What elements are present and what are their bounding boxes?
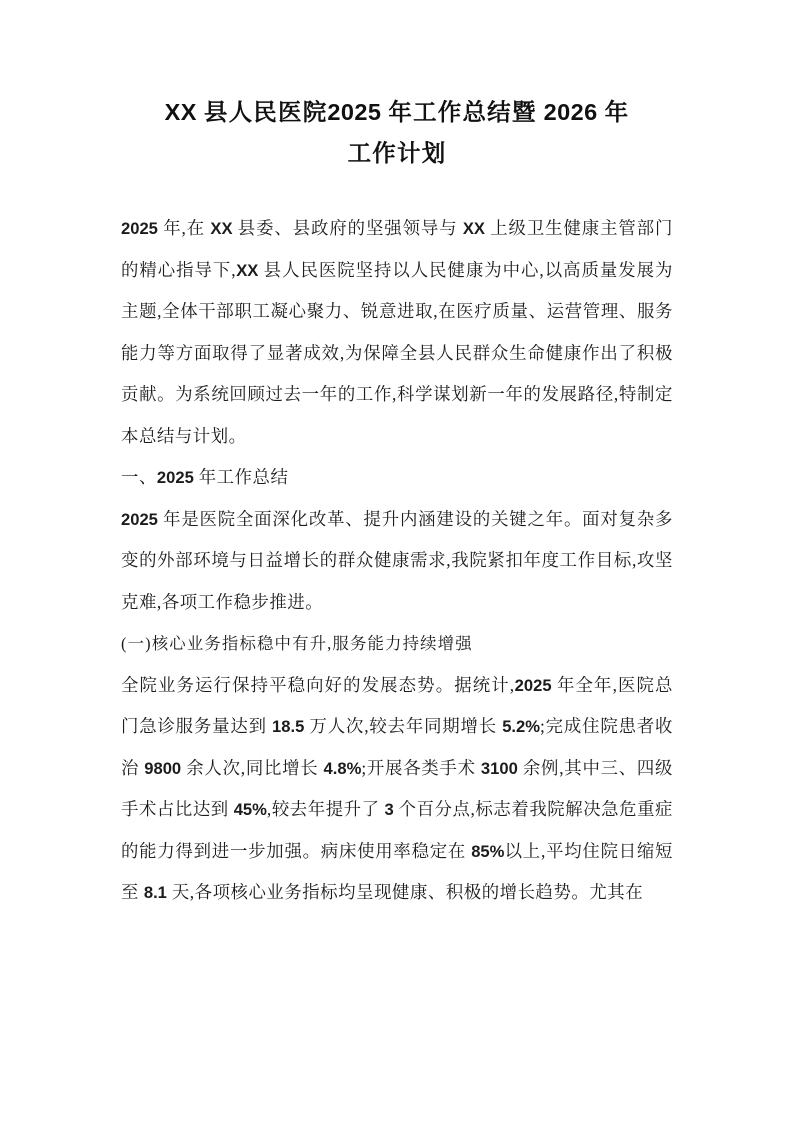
intro-text-b: 县委、县政府的坚强领导与: [232, 218, 463, 238]
intro-text-a: 年,在: [157, 218, 211, 238]
metric-outpatient-visits: 18.5: [272, 717, 305, 736]
metric-level34-increase: 3: [384, 800, 394, 819]
metrics-text-f: ;开展各类手术: [361, 757, 481, 778]
heading-1-prefix: 一、: [121, 467, 157, 487]
title-line-2: 工作计划: [347, 141, 447, 167]
metrics-year: 2025: [514, 675, 552, 695]
metric-bed-utilization: 85%: [471, 841, 505, 861]
metrics-text-d: ;完成住院患者收治: [121, 716, 674, 778]
title-year-2025: 2025: [327, 99, 382, 125]
metrics-text-k: 天,各项核心业务指标均呈现健康、积极的增长趋势。尤其在: [166, 882, 644, 902]
metric-inpatient-admissions: 9800: [144, 758, 182, 778]
metric-outpatient-growth: 5.2%: [502, 717, 541, 736]
intro-year-2025: 2025: [121, 219, 158, 238]
metrics-text-c: 万人次,较去年同期增长: [304, 716, 503, 736]
heading-level-1: [121, 457, 673, 499]
metric-surgeries-total: 3100: [480, 758, 518, 778]
heading-level-2: (一)核心业务指标稳中有升,服务能力持续增强: [121, 634, 473, 653]
paragraph-core-metrics: [121, 665, 673, 914]
intro-text-d: 县人民医院坚持以人民健康为中心,以高质量发展为主题,全体干部职工凝心聚力、锐意进取,在医疗质量、运营管理、服务能力等方面取得了显著成效,为保障全县人民群众生命健康作出了积极贡献。为系统回顾过去一年的工作,科学谋划新一年的发展路径,特制定本总结与计划。: [121, 259, 673, 446]
intro-xx-2: XX: [462, 219, 485, 238]
paragraph-intro: [121, 208, 673, 457]
metrics-text-a: 全院业务运行保持平稳向好的发展态势。据统计,: [121, 674, 515, 695]
metric-average-stay: 8.1: [143, 883, 167, 902]
heading-1-suffix: 年工作总结: [193, 467, 289, 487]
intro-xx-1: XX: [210, 219, 233, 238]
title-segment-year-summary: 年工作总结暨: [381, 100, 544, 126]
document-content: [121, 92, 673, 914]
intro-text-c: 上级卫生健康主管部门的精心指导下,: [121, 218, 674, 280]
heading-1-year: 2025: [156, 468, 194, 487]
overview-text: 年是医院全面深化改革、提升内涵建设的关键之年。面对复杂多变的外部环境与日益增长的群众健康需求,我院紧扣年度工作目标,攻坚克难,各项工作稳步推进。: [121, 508, 673, 612]
intro-xx-3: XX: [236, 260, 259, 280]
metrics-text-e: 余人次,同比增长: [181, 757, 324, 778]
metrics-text-i: 个百分点,标志着我院解决急危重症的能力得到进一步加强。病床使用率稳定在: [121, 799, 673, 861]
metrics-text-h: ,较去年提升了: [266, 799, 385, 819]
metrics-text-b: 年全年,医院总门急诊服务量达到: [121, 674, 673, 736]
title-segment-county-hospital: 县人民医院: [196, 100, 328, 126]
metric-level34-ratio: 45%: [233, 800, 267, 819]
page-title: [121, 92, 673, 174]
paragraph-overview: [121, 499, 673, 624]
metric-inpatient-growth: 4.8%: [323, 758, 362, 778]
title-xx-1: XX: [164, 99, 197, 125]
metrics-text-j: 以上,平均住院日缩短至: [121, 840, 673, 902]
metrics-text-g: 余例,其中三、四级手术占比达到: [121, 757, 673, 819]
overview-year-2025: 2025: [121, 509, 158, 529]
title-segment-year: 年: [597, 100, 630, 126]
title-year-2026: 2026: [543, 99, 598, 125]
